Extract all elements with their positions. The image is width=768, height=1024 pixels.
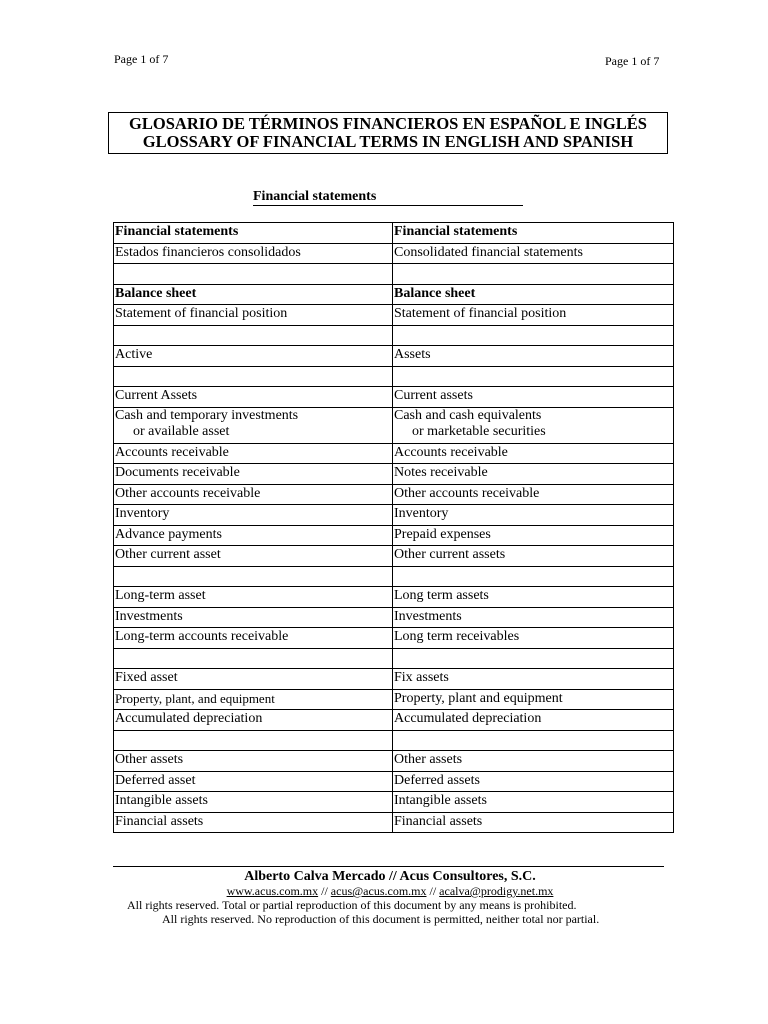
table-row: [114, 812, 674, 833]
table-row: [114, 484, 674, 505]
title-english: GLOSSARY OF FINANCIAL TERMS IN ENGLISH AND SPANISH: [142, 132, 634, 151]
table-row: [114, 366, 674, 387]
footer-rights-2: All rights reserved. No reproduction of this document is permitted, neither total nor partial.: [162, 912, 600, 926]
term-english-cell: [393, 346, 674, 367]
term-english-cell: [393, 771, 674, 792]
term-english-cell: [393, 792, 674, 813]
term-text: Inventory: [115, 506, 170, 521]
table-row: [114, 387, 674, 408]
table-row: [114, 464, 674, 485]
term-text-continuation: or available asset: [133, 424, 230, 439]
term-spanish-cell: [114, 407, 393, 443]
email-link-acus[interactable]: acus@acus.com.mx: [330, 884, 427, 898]
term-english-cell: [393, 607, 674, 628]
term-text: Estados financieros consolidados: [115, 244, 301, 260]
term-text: Statement of financial position: [115, 306, 288, 321]
page-number-right: Page 1 of 7: [605, 54, 660, 68]
term-text: Financial assets: [394, 813, 483, 829]
term-english-cell: [393, 751, 674, 772]
term-english-cell: [393, 505, 674, 526]
term-text: Property, plant, and equipment: [115, 690, 275, 706]
term-spanish-cell: [114, 243, 393, 264]
term-text: Accumulated depreciation: [115, 711, 263, 726]
term-spanish-cell: [114, 346, 393, 367]
table-row: [114, 566, 674, 587]
term-text: Financial assets: [115, 813, 204, 829]
link-separator: //: [318, 884, 331, 898]
table-row: [114, 628, 674, 649]
term-text: Intangible assets: [115, 793, 208, 808]
term-text: Accounts receivable: [394, 444, 508, 460]
term-text: Long-term accounts receivable: [115, 629, 289, 644]
table-row: [114, 730, 674, 751]
term-spanish-cell: [114, 730, 393, 751]
link-separator: //: [426, 884, 440, 898]
term-spanish-cell: [114, 525, 393, 546]
term-english-cell: [393, 546, 674, 567]
term-english-cell: [393, 628, 674, 649]
table-row: [114, 443, 674, 464]
term-text: Long term assets: [394, 588, 489, 603]
website-link[interactable]: www.acus.com.mx: [226, 884, 319, 898]
term-text: Accumulated depreciation: [394, 711, 542, 726]
table-row: [114, 305, 674, 326]
term-text: Balance sheet: [394, 285, 476, 301]
table-row: [114, 669, 674, 690]
term-text: Assets: [394, 347, 431, 362]
term-text: Statement of financial position: [394, 306, 567, 321]
term-text: Accounts receivable: [115, 444, 229, 460]
section-heading: Financial statements: [253, 188, 523, 206]
term-spanish-cell: [114, 792, 393, 813]
term-text: Balance sheet: [115, 285, 197, 301]
term-spanish-cell: [114, 387, 393, 408]
table-row: [114, 689, 674, 710]
term-english-cell: [393, 689, 674, 710]
table-row: [114, 223, 674, 244]
term-spanish-cell: [114, 771, 393, 792]
term-spanish-cell: [114, 305, 393, 326]
term-text: Documents receivable: [115, 465, 240, 480]
term-text: Financial statements: [115, 224, 239, 239]
term-text: Current Assets: [115, 388, 198, 403]
term-spanish-cell: [114, 443, 393, 464]
term-english-cell: [393, 484, 674, 505]
term-text: Cash and temporary investments: [115, 407, 299, 423]
table-row: [114, 525, 674, 546]
term-text: Other assets: [115, 752, 184, 767]
term-english-cell: [393, 730, 674, 751]
footer-company: Alberto Calva Mercado // Acus Consultores, S.C.: [244, 869, 536, 884]
term-text: Other current assets: [394, 547, 506, 562]
term-spanish-cell: [114, 264, 393, 285]
term-text: Notes receivable: [394, 465, 488, 480]
term-english-cell: [393, 525, 674, 546]
term-spanish-cell: [114, 505, 393, 526]
table-row: [114, 325, 674, 346]
table-row: [114, 407, 674, 443]
term-text: Other assets: [394, 752, 463, 767]
term-spanish-cell: [114, 484, 393, 505]
term-english-cell: [393, 223, 674, 244]
term-english-cell: [393, 812, 674, 833]
term-text: Consolidated financial statements: [394, 244, 583, 260]
term-text: Other accounts receivable: [115, 485, 261, 501]
term-english-cell: [393, 648, 674, 669]
title-spanish: GLOSARIO DE TÉRMINOS FINANCIEROS EN ESPAÑOL E INGLÉS: [129, 114, 647, 133]
term-text: Investments: [115, 608, 183, 624]
term-english-cell: [393, 387, 674, 408]
table-row: [114, 607, 674, 628]
term-english-cell: [393, 325, 674, 346]
term-text: Current assets: [394, 388, 473, 403]
term-text: Advance payments: [115, 526, 222, 542]
term-english-cell: [393, 566, 674, 587]
table-row: [114, 284, 674, 305]
term-english-cell: [393, 464, 674, 485]
term-spanish-cell: [114, 812, 393, 833]
term-spanish-cell: [114, 546, 393, 567]
table-row: [114, 505, 674, 526]
table-row: [114, 243, 674, 264]
table-row: [114, 710, 674, 731]
term-text: Long term receivables: [394, 629, 520, 644]
term-english-cell: [393, 710, 674, 731]
document-title: [108, 112, 668, 154]
term-english-cell: [393, 264, 674, 285]
table-row: [114, 264, 674, 285]
term-spanish-cell: [114, 628, 393, 649]
term-text: Inventory: [394, 506, 449, 521]
term-text: Other accounts receivable: [394, 485, 540, 501]
term-text: Deferred asset: [115, 772, 196, 788]
table-row: [114, 648, 674, 669]
term-text: Fixed asset: [115, 670, 178, 685]
term-english-cell: [393, 284, 674, 305]
term-text: Active: [115, 347, 153, 362]
term-spanish-cell: [114, 366, 393, 387]
term-english-cell: [393, 587, 674, 608]
term-spanish-cell: [114, 751, 393, 772]
term-text: Intangible assets: [394, 793, 487, 808]
term-spanish-cell: [114, 566, 393, 587]
term-english-cell: [393, 305, 674, 326]
term-text: Fix assets: [394, 670, 449, 685]
term-text: Deferred assets: [394, 772, 480, 788]
table-row: [114, 771, 674, 792]
term-text-continuation: or marketable securities: [412, 424, 546, 439]
term-spanish-cell: [114, 464, 393, 485]
email-link-prodigy[interactable]: acalva@prodigy.net.mx: [439, 884, 554, 898]
term-text: Other current asset: [115, 547, 221, 562]
table-row: [114, 546, 674, 567]
term-english-cell: [393, 407, 674, 443]
table-row: [114, 346, 674, 367]
term-spanish-cell: [114, 648, 393, 669]
term-spanish-cell: [114, 607, 393, 628]
term-spanish-cell: [114, 669, 393, 690]
term-spanish-cell: [114, 284, 393, 305]
table-row: [114, 587, 674, 608]
term-text: Property, plant and equipment: [394, 690, 563, 706]
table-row: [114, 751, 674, 772]
term-text: Investments: [394, 608, 462, 624]
term-spanish-cell: [114, 587, 393, 608]
term-english-cell: [393, 669, 674, 690]
term-spanish-cell: [114, 689, 393, 710]
footer-links: [100, 885, 680, 898]
term-spanish-cell: [114, 325, 393, 346]
term-english-cell: [393, 443, 674, 464]
term-text: Cash and cash equivalents: [394, 407, 542, 423]
footer-divider: [113, 866, 664, 867]
term-spanish-cell: [114, 223, 393, 244]
page-number-left: Page 1 of 7: [114, 52, 169, 66]
term-spanish-cell: [114, 710, 393, 731]
footer-rights-1: All rights reserved. Total or partial reproduction of this document by any means is prohibited.: [127, 898, 577, 912]
term-english-cell: [393, 243, 674, 264]
table-row: [114, 792, 674, 813]
term-text: Prepaid expenses: [394, 526, 491, 542]
footer: [100, 869, 680, 926]
glossary-table: [113, 222, 674, 833]
term-text: Long-term asset: [115, 588, 206, 603]
term-english-cell: [393, 366, 674, 387]
term-text: Financial statements: [394, 224, 518, 239]
